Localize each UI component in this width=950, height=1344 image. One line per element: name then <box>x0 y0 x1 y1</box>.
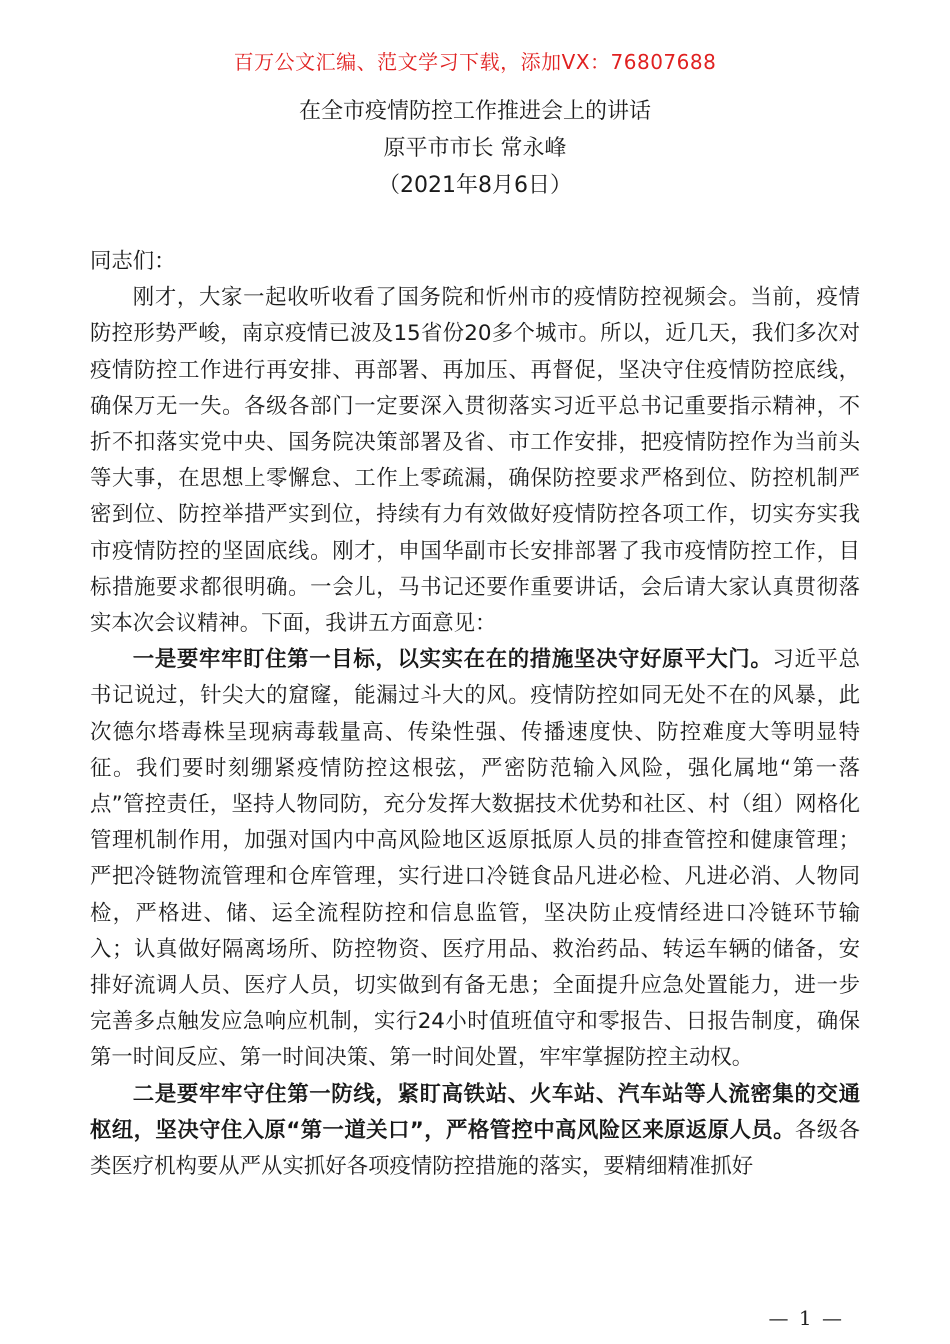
paragraph-intro: 刚才，大家一起收听收看了国务院和忻州市的疫情防控视频会。当前，疫情防控形势严峻，南京疫情已波及15省份20多个城市。所以，近几天，我们多次对疫情防控工作进行再安排、再部署、再加压、再督促，坚决守住疫情防控底线，确保万无一失。各级各部门一定要深入贯彻落实习近平总书记重要指示精神，不折不扣落实党中央、国务院决策部署及省、市工作安排，把疫情防控作为当前头等大事，在思想上零懈怠、工作上零疏漏，确保防控要求严格到位、防控机制严密到位、防控举措严实到位，持续有力有效做好疫情防控各项工作，切实夯实我市疫情防控的坚固底线。刚才，申国华副市长安排部署了我市疫情防控工作，目标措施要求都很明确。一会儿，马书记还要作重要讲话，会后请大家认真贯彻落实本次会议精神。下面，我讲五方面意见： <box>90 285 860 637</box>
paragraph-point-one <box>90 642 860 1076</box>
point-one-heading: 一是要牢牢盯住第一目标，以实实在在的措施坚决守好原平大门。 <box>132 647 773 673</box>
paragraph-point-two <box>90 1077 860 1186</box>
point-one-text: 习近平总书记说过，针尖大的窟窿，能漏过斗大的风。疫情防控如同无处不在的风暴，此次德尔塔毒株呈现病毒载量高、传染性强、传播速度快、防控难度大等明显特征。我们要时刻绷紧疫情防控这根弦，严密防范输入风险，强化属地“第一落点”管控责任，坚持人物同防，充分发挥大数据技术优势和社区、村（组）网格化管理机制作用，加强对国内中高风险地区返原抵原人员的排查管控和健康管理；严把冷链物流管理和仓库管理，实行进口冷链食品凡进必检、凡进必消、人物同检，严格进、储、运全流程防控和信息监管，坚决防止疫情经进口冷链环节输入；认真做好隔离场所、防控物资、医疗用品、救治药品、转运车辆的储备，安排好流调人员、医疗人员，切实做到有备无患；全面提升应急处置能力，进一步完善多点触发应急响应机制，实行24小时值班值守和零报告、日报告制度，确保第一时间反应、第一时间决策、第一时间处置，牢牢掌握防控主动权。 <box>90 647 860 1071</box>
speech-date: （2021年8月6日） <box>378 173 572 198</box>
salutation: 同志们： <box>90 249 176 274</box>
point-two-heading: 二是要牢牢守住第一防线，紧盯高铁站、火车站、汽车站等人流密集的交通枢纽，坚决守住入原“第一道关口”，严格管控中高风险区来原返原人员。 <box>90 1081 860 1143</box>
speech-title: 在全市疫情防控工作推进会上的讲话 <box>298 99 651 124</box>
speech-body <box>90 244 860 1185</box>
point-two-text: 各级各类医疗机构要从严从实抓好各项疫情防控措施的落实，要精细精准抓好 <box>90 1117 860 1180</box>
speech-author: 原平市市长 常永峰 <box>383 136 567 161</box>
watermark-banner: 百万公文汇编、范文学习下载，添加VX：76807688 <box>233 50 717 74</box>
page-number: — 1 — <box>768 1306 844 1330</box>
